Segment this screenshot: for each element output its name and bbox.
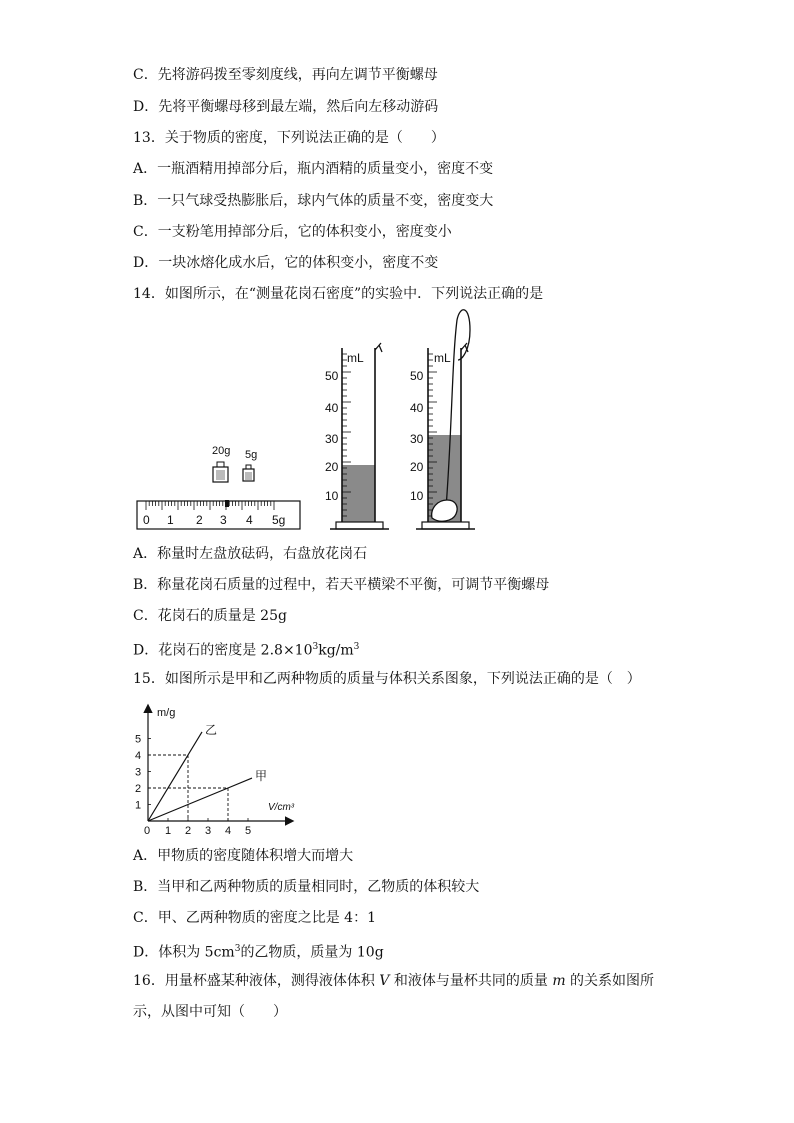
ruler-tick-4: 4 [246, 513, 253, 527]
q16-text-3: 的关系如图所 [570, 973, 655, 989]
cylinder-2-tick-50: 50 [410, 369, 424, 383]
series-line-1 [148, 778, 252, 821]
q16-var-m: m [552, 973, 566, 989]
y-tick-label-5: 5 [135, 733, 142, 746]
ruler-tick-0: 0 [143, 513, 150, 527]
q14d-unit-exponent: 3 [353, 642, 360, 652]
ruler-tick-3: 3 [220, 513, 227, 527]
cylinder-1-tick-30: 30 [325, 432, 339, 446]
cylinder-1-tick-50: 50 [325, 369, 339, 383]
cylinder-1-tick-40: 40 [325, 401, 339, 415]
q15-option-a: A．甲物质的密度随体积增大而增大 [133, 848, 354, 864]
cylinder-2-tick-10: 10 [410, 489, 424, 503]
q13-option-a: A．一瓶酒精用掉部分后，瓶内酒精的质量变小，密度不变 [133, 161, 494, 177]
q15-stem: 15．如图所示是甲和乙两种物质的质量与体积关系图象，下列说法正确的是（ ） [133, 671, 641, 687]
q12-option-d: D．先将平衡螺母移到最左端，然后向左移动游码 [133, 99, 439, 115]
q13-option-b: B．一只气球受热膨胀后，球内气体的质量不变，密度变大 [133, 193, 494, 209]
ruler-tick-2: 2 [196, 513, 203, 527]
ruler-tick-5g: 5g [272, 513, 286, 527]
weight-5g-label: 5g [245, 449, 258, 461]
q13-stem: 13．关于物质的密度，下列说法正确的是（ ） [133, 130, 445, 146]
q13-option-d: D．一块冰熔化成水后，它的体积变小，密度不变 [133, 255, 439, 271]
series-line-0 [148, 732, 202, 821]
x-axis-label: V/cm³ [268, 802, 295, 813]
q14-option-b: B．称量花岗石质量的过程中，若天平横梁不平衡，可调节平衡螺母 [133, 577, 550, 593]
series-label-1: 甲 [255, 769, 268, 784]
q13-option-c: C．一支粉笔用掉部分后，它的体积变小，密度变小 [133, 224, 452, 240]
ruler-tick-1: 1 [167, 513, 174, 527]
q15d-text: D．体积为 5cm [133, 944, 235, 961]
q14d-unit: kg/m [318, 642, 354, 659]
cylinder-1-tick-20: 20 [325, 460, 339, 474]
y-tick-label-3: 3 [135, 766, 142, 779]
y-tick-label-1: 1 [135, 799, 142, 812]
x-tick-label-2: 2 [185, 825, 192, 837]
cylinder-1-tick-10: 10 [325, 489, 339, 503]
weight-20g-icon [213, 462, 228, 482]
q15-option-b: B．当甲和乙两种物质的质量相同时，乙物质的体积较大 [133, 879, 480, 895]
q14d-text: D．花岗石的密度是 2.8×10 [133, 642, 313, 659]
q15d-exponent: 3 [234, 944, 241, 954]
q14-option-c: C．花岗石的质量是 25g [133, 608, 287, 624]
y-axis-label: m/g [157, 707, 176, 719]
q14-option-d [133, 638, 359, 660]
cylinder-2-unit: mL [434, 351, 451, 365]
rider-marker [225, 500, 229, 507]
q16-stem-line-1 [133, 972, 654, 990]
q16-text-2: 和液体与量杯共同的质量 [393, 973, 548, 989]
figure-15-chart [130, 700, 300, 840]
weight-5g-icon [243, 465, 254, 481]
x-tick-label-3: 3 [205, 825, 212, 837]
x-tick-label-5: 5 [245, 825, 252, 837]
q15d-text-end: 的乙物质，质量为 10g [240, 944, 384, 961]
cylinder-2-tick-30: 30 [410, 432, 424, 446]
weight-20g-label: 20g [212, 445, 231, 457]
cylinder-1-unit: mL [347, 351, 364, 365]
q15-option-d [133, 940, 384, 962]
q12-option-c: C．先将游码拨至零刻度线，再向左调节平衡螺母 [133, 67, 438, 83]
q14d-exponent: 3 [312, 642, 319, 652]
cylinder-2-tick-20: 20 [410, 460, 424, 474]
x-tick-label-1: 1 [165, 825, 172, 837]
origin-label: 0 [144, 825, 151, 837]
q16-var-v: V [379, 973, 390, 989]
q15-option-c: C．甲、乙两种物质的密度之比是 4：1 [133, 910, 376, 926]
x-tick-label-4: 4 [225, 825, 232, 837]
q14-option-a: A．称量时左盘放砝码，右盘放花岗石 [133, 546, 368, 562]
q16-stem-line-2: 示，从图中可知（ ） [133, 1004, 287, 1020]
q16-text-1: 16．用量杯盛某种液体，测得液体体积 [133, 973, 375, 989]
graduated-cylinder-1 [330, 343, 389, 529]
y-tick-label-2: 2 [135, 783, 142, 795]
y-tick-label-4: 4 [135, 750, 142, 762]
series-label-0: 乙 [205, 722, 218, 737]
cylinder-2-tick-40: 40 [410, 401, 424, 415]
q14-stem: 14．如图所示，在“测量花岗石密度”的实验中．下列说法正确的是 [133, 286, 544, 302]
